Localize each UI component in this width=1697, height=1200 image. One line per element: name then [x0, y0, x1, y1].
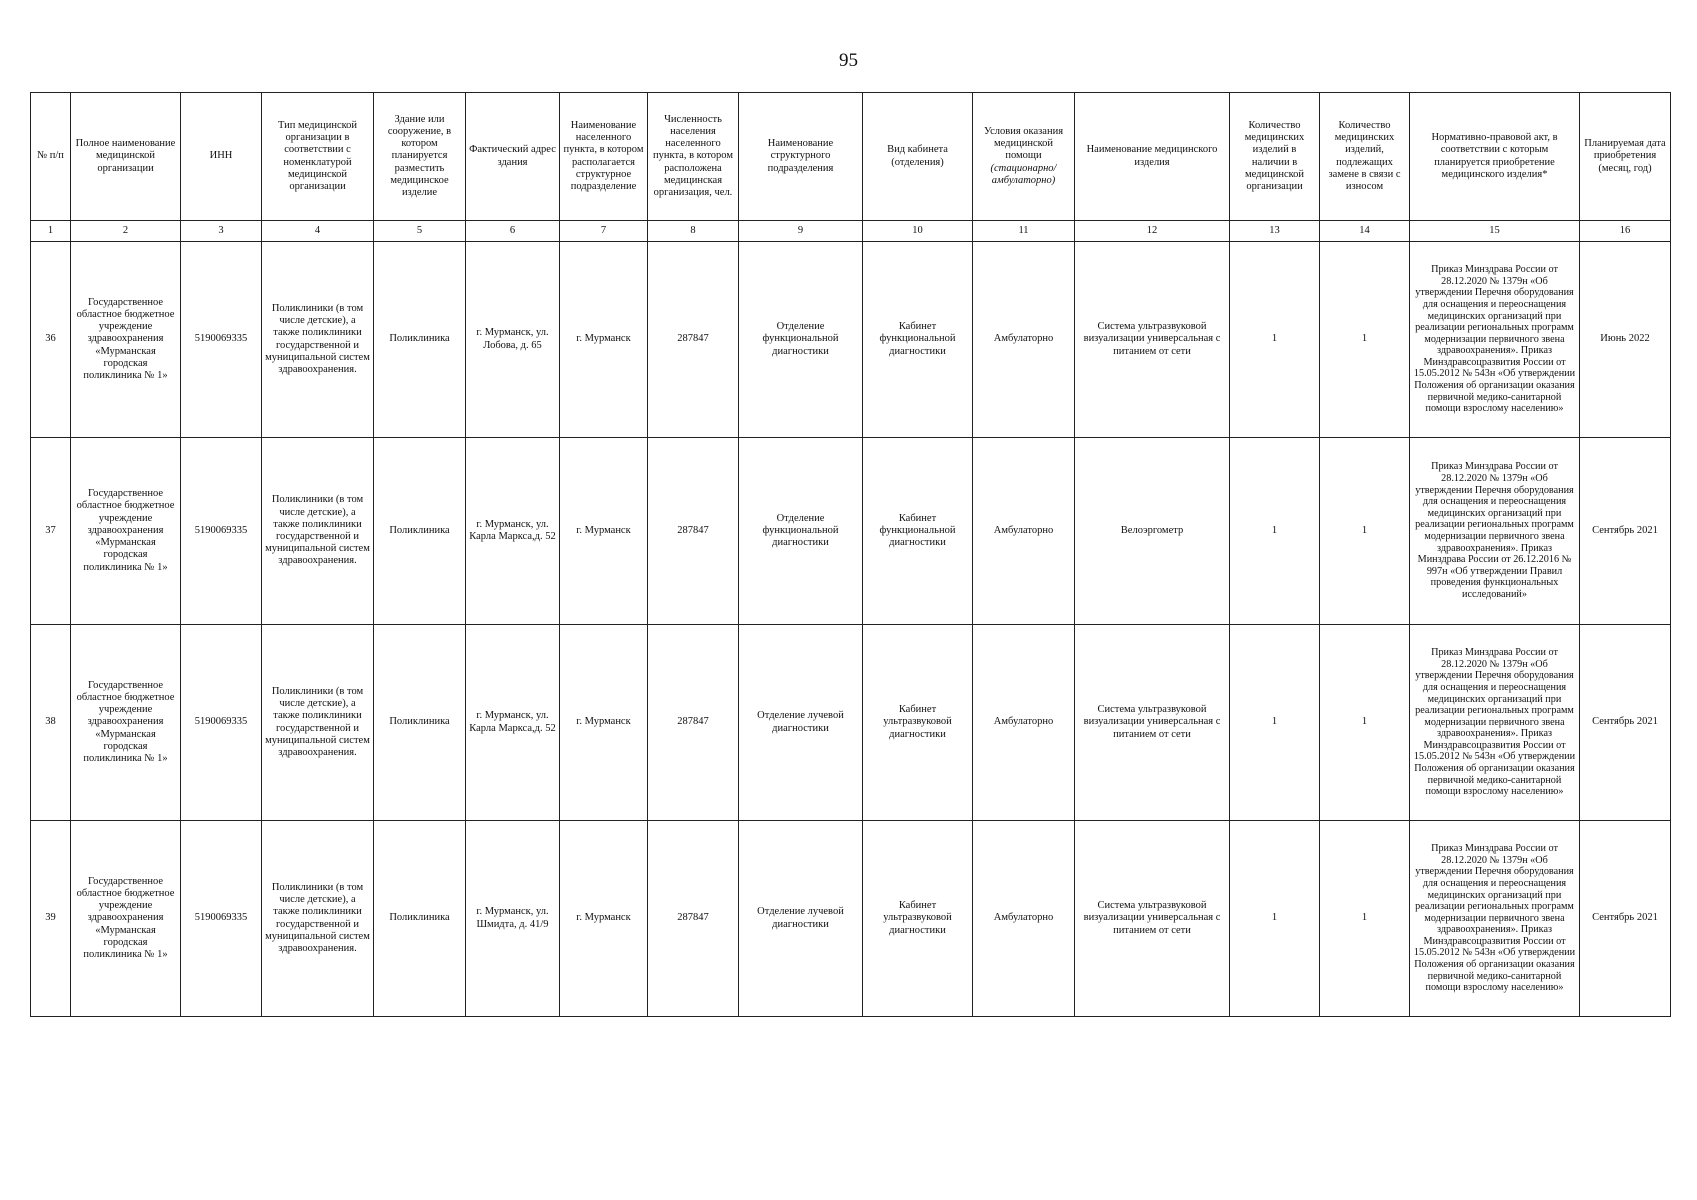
qty-have: 1 [1230, 242, 1320, 438]
address: г. Мурманск, ул. Лобова, д. 65 [466, 242, 560, 438]
column-number: 8 [648, 221, 739, 242]
address: г. Мурманск, ул. Шмидта, д. 41/9 [466, 821, 560, 1017]
row-number: 37 [31, 438, 71, 625]
column-number: 13 [1230, 221, 1320, 242]
qty-have: 1 [1230, 625, 1320, 821]
planned-date: Сентябрь 2021 [1580, 625, 1671, 821]
table-row [31, 625, 1671, 821]
legal-act: Приказ Минздрава России от 28.12.2020 № 1379н «Об утверждении Перечня оборудования для оснащения и переоснащения медицинских организаций при реализации региональных программ модернизации первичного звена здравоохранения». Приказ Минздравсоцразвития России от 15.05.2012 № 543н «Об утверждении Положения об организации оказания первичной медико-санитарной помощи взрослому населению» [1410, 625, 1580, 821]
header-cell: Количество медицинских изделий в наличии в медицинской организации [1230, 93, 1320, 221]
unit: Отделение лучевой диагностики [739, 625, 863, 821]
conditions: Амбулаторно [973, 438, 1075, 625]
org-type: Поликлиники (в том числе детские), а также поликлиники государственной и муниципальной систем здравоохранения. [262, 438, 374, 625]
org-name: Государственное областное бюджетное учреждение здравоохранения «Мурманская городская поликлиника № 1» [71, 821, 181, 1017]
table-row [31, 821, 1671, 1017]
header-cell: № п/п [31, 93, 71, 221]
legal-act: Приказ Минздрава России от 28.12.2020 № 1379н «Об утверждении Перечня оборудования для оснащения и переоснащения медицинских организаций при реализации региональных программ модернизации первичного звена здравоохранения». Приказ Минздрава России от 26.12.2016 № 997н «Об утверждении Правил проведения функциональных исследований» [1410, 438, 1580, 625]
qty-replace: 1 [1320, 438, 1410, 625]
column-number: 10 [863, 221, 973, 242]
qty-replace: 1 [1320, 821, 1410, 1017]
address: г. Мурманск, ул. Карла Маркса,д. 52 [466, 625, 560, 821]
settlement: г. Мурманск [560, 821, 648, 1017]
column-number: 4 [262, 221, 374, 242]
unit: Отделение функциональной диагностики [739, 242, 863, 438]
column-number-row [31, 221, 1671, 242]
settlement: г. Мурманск [560, 242, 648, 438]
row-number: 39 [31, 821, 71, 1017]
population: 287847 [648, 242, 739, 438]
building: Поликлиника [374, 438, 466, 625]
column-number: 3 [181, 221, 262, 242]
header-cell: Фактический адрес здания [466, 93, 560, 221]
row-number: 36 [31, 242, 71, 438]
header-conditions-note: (стационарно/ амбулаторно) [990, 162, 1057, 186]
settlement: г. Мурманск [560, 438, 648, 625]
org-type: Поликлиники (в том числе детские), а также поликлиники государственной и муниципальной систем здравоохранения. [262, 625, 374, 821]
planned-date: Июнь 2022 [1580, 242, 1671, 438]
inn: 5190069335 [181, 625, 262, 821]
population: 287847 [648, 821, 739, 1017]
conditions: Амбулаторно [973, 625, 1075, 821]
qty-replace: 1 [1320, 242, 1410, 438]
header-cell: Наименование населенного пункта, в котором располагается структурное подразделение [560, 93, 648, 221]
legal-act: Приказ Минздрава России от 28.12.2020 № 1379н «Об утверждении Перечня оборудования для оснащения и переоснащения медицинских организаций при реализации региональных программ модернизации первичного звена здравоохранения». Приказ Минздравсоцразвития России от 15.05.2012 № 543н «Об утверждении Положения об организации оказания первичной медико-санитарной помощи взрослому населению» [1410, 821, 1580, 1017]
header-cell: Наименование медицинского изделия [1075, 93, 1230, 221]
column-number: 9 [739, 221, 863, 242]
building: Поликлиника [374, 242, 466, 438]
org-name: Государственное областное бюджетное учреждение здравоохранения «Мурманская городская поликлиника № 1» [71, 438, 181, 625]
equipment-table-container [30, 92, 1670, 1017]
column-number: 6 [466, 221, 560, 242]
page-number: 95 [839, 50, 858, 71]
org-type: Поликлиники (в том числе детские), а также поликлиники государственной и муниципальной систем здравоохранения. [262, 821, 374, 1017]
header-cell: Численность населения населенного пункта, в котором расположена медицинская организация, чел. [648, 93, 739, 221]
qty-have: 1 [1230, 438, 1320, 625]
settlement: г. Мурманск [560, 625, 648, 821]
unit: Отделение лучевой диагностики [739, 821, 863, 1017]
building: Поликлиника [374, 821, 466, 1017]
device: Система ультразвуковой визуализации универсальная с питанием от сети [1075, 821, 1230, 1017]
header-cell: ИНН [181, 93, 262, 221]
planned-date: Сентябрь 2021 [1580, 438, 1671, 625]
inn: 5190069335 [181, 242, 262, 438]
header-conditions-label: Условия оказания медицинской помощи [983, 125, 1064, 162]
device: Велоэргометр [1075, 438, 1230, 625]
column-number: 14 [1320, 221, 1410, 242]
header-cell-conditions [973, 93, 1075, 221]
header-cell: Вид кабинета (отделения) [863, 93, 973, 221]
qty-have: 1 [1230, 821, 1320, 1017]
table-row [31, 242, 1671, 438]
column-number: 11 [973, 221, 1075, 242]
conditions: Амбулаторно [973, 242, 1075, 438]
header-row [31, 93, 1671, 221]
building: Поликлиника [374, 625, 466, 821]
header-cell: Нормативно-правовой акт, в соответствии с которым планируется приобретение медицинского изделия* [1410, 93, 1580, 221]
row-number: 38 [31, 625, 71, 821]
cabinet: Кабинет ультразвуковой диагностики [863, 821, 973, 1017]
header-cell: Планируемая дата приобретения (месяц, год) [1580, 93, 1671, 221]
legal-act: Приказ Минздрава России от 28.12.2020 № 1379н «Об утверждении Перечня оборудования для оснащения и переоснащения медицинских организаций при реализации региональных программ модернизации первичного звена здравоохранения». Приказ Минздравсоцразвития России от 15.05.2012 № 543н «Об утверждении Положения об организации оказания первичной медико-санитарной помощи взрослому населению» [1410, 242, 1580, 438]
header-cell: Количество медицинских изделий, подлежащих замене в связи с износом [1320, 93, 1410, 221]
column-number: 5 [374, 221, 466, 242]
org-type: Поликлиники (в том числе детские), а также поликлиники государственной и муниципальной систем здравоохранения. [262, 242, 374, 438]
cabinet: Кабинет функциональной диагностики [863, 438, 973, 625]
cabinet: Кабинет функциональной диагностики [863, 242, 973, 438]
table-row [31, 438, 1671, 625]
device: Система ультразвуковой визуализации универсальная с питанием от сети [1075, 242, 1230, 438]
column-number: 12 [1075, 221, 1230, 242]
header-cell: Тип медицинской организации в соответствии с номенклатурой медицинской организации [262, 93, 374, 221]
org-name: Государственное областное бюджетное учреждение здравоохранения «Мурманская городская поликлиника № 1» [71, 625, 181, 821]
column-number: 16 [1580, 221, 1671, 242]
column-number: 7 [560, 221, 648, 242]
inn: 5190069335 [181, 821, 262, 1017]
address: г. Мурманск, ул. Карла Маркса,д. 52 [466, 438, 560, 625]
conditions: Амбулаторно [973, 821, 1075, 1017]
column-number: 2 [71, 221, 181, 242]
org-name: Государственное областное бюджетное учреждение здравоохранения «Мурманская городская поликлиника № 1» [71, 242, 181, 438]
column-number: 1 [31, 221, 71, 242]
planned-date: Сентябрь 2021 [1580, 821, 1671, 1017]
equipment-table [30, 92, 1671, 1017]
header-cell: Наименование структурного подразделения [739, 93, 863, 221]
header-cell: Полное наименование медицинской организации [71, 93, 181, 221]
column-number: 15 [1410, 221, 1580, 242]
header-cell: Здание или сооружение, в котором планируется разместить медицинское изделие [374, 93, 466, 221]
unit: Отделение функциональной диагностики [739, 438, 863, 625]
cabinet: Кабинет ультразвуковой диагностики [863, 625, 973, 821]
qty-replace: 1 [1320, 625, 1410, 821]
population: 287847 [648, 625, 739, 821]
inn: 5190069335 [181, 438, 262, 625]
device: Система ультразвуковой визуализации универсальная с питанием от сети [1075, 625, 1230, 821]
population: 287847 [648, 438, 739, 625]
